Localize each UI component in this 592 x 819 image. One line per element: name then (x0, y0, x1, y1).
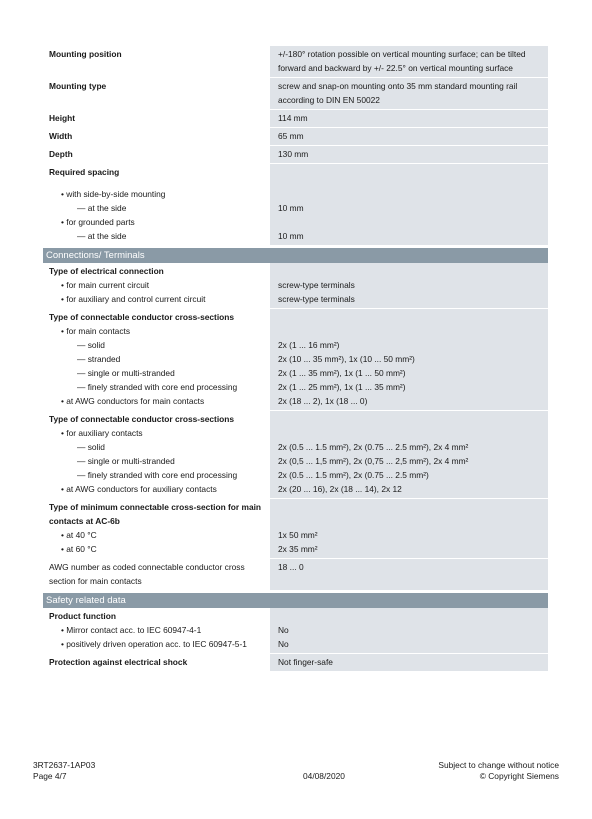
spec-label: — single or multi-stranded (77, 456, 175, 466)
spec-value: 2x (1 ... 25 mm²), 1x (1 ... 35 mm²) (278, 382, 406, 392)
spec-label: • for auxiliary contacts (61, 428, 143, 438)
copyright: © Copyright Siemens (479, 771, 559, 781)
spec-label: Type of minimum connectable cross-section for main contacts at AC-6b (49, 502, 262, 526)
section-title: Safety related data (43, 593, 548, 608)
spec-value: 2x (0,5 ... 1,5 mm²), 2x (0,75 ... 2,5 mm²), 2x 4 mm² (278, 456, 469, 466)
spec-value: Not finger-safe (278, 657, 333, 667)
spec-label: • positively driven operation acc. to IEC 60947-5-1 (61, 639, 247, 649)
spec-label: • for main current circuit (61, 280, 150, 290)
spec-label: • for auxiliary and control current circuit (61, 294, 206, 304)
spec-value: No (278, 625, 289, 635)
spec-value: 65 mm (278, 131, 304, 141)
spec-label: Type of connectable conductor cross-sections (49, 312, 235, 322)
spec-label: AWG number as coded connectable conductor cross section for main contacts (49, 562, 245, 586)
spec-label: — stranded (77, 354, 121, 364)
spec-label: Product function (49, 611, 116, 621)
spec-label: Depth (49, 149, 73, 159)
spec-value: screw-type terminals (278, 294, 355, 304)
spec-value: 2x (0.5 ... 1.5 mm²), 2x (0.75 ... 2.5 mm²) (278, 470, 429, 480)
spec-value: 114 mm (278, 113, 308, 123)
spec-label: • for grounded parts (61, 217, 135, 227)
section-title: Connections/ Terminals (43, 248, 548, 263)
spec-label: Protection against electrical shock (49, 657, 188, 667)
spec-value: 2x (10 ... 35 mm²), 1x (10 ... 50 mm²) (278, 354, 415, 364)
spec-group (43, 78, 548, 110)
spec-group (43, 128, 548, 146)
spec-group (43, 146, 548, 164)
spec-group (43, 263, 548, 309)
spec-value: 2x (0.5 ... 1.5 mm²), 2x (0.75 ... 2.5 mm²), 2x 4 mm² (278, 442, 469, 452)
page-number: Page 4/7 (33, 771, 67, 781)
spec-label: • for main contacts (61, 326, 131, 336)
spec-group (43, 164, 548, 246)
spec-value: 1x 50 mm² (278, 530, 318, 540)
spec-group (43, 499, 548, 559)
spec-label: — finely stranded with core end processing (77, 470, 238, 480)
spec-group (43, 608, 548, 654)
spec-label: Type of electrical connection (49, 266, 164, 276)
spec-group (43, 110, 548, 128)
spec-label: — at the side (77, 231, 127, 241)
spec-value: No (278, 639, 289, 649)
safety-section (43, 593, 548, 673)
spec-label: Height (49, 113, 76, 123)
spec-value: 18 ... 0 (278, 562, 304, 572)
spec-value: 2x (1 ... 35 mm²), 1x (1 ... 50 mm²) (278, 368, 406, 378)
spec-value: 10 mm (278, 231, 304, 241)
spec-label: • at AWG conductors for auxiliary contacts (61, 484, 217, 494)
mounting-section (43, 46, 548, 247)
spec-label: • at 60 °C (61, 544, 97, 554)
spec-label: Width (49, 131, 73, 141)
spec-value: +/-180° rotation possible on vertical mounting surface; can be tilted forward and backward by +/- 22.5° on vertical mounting surface (278, 49, 526, 73)
change-notice: Subject to change without notice (438, 760, 559, 770)
spec-label: — at the side (77, 203, 127, 213)
connections-section (43, 248, 548, 592)
spec-group (43, 411, 548, 499)
spec-label: Required spacing (49, 167, 120, 177)
article-number: 3RT2637-1AP03 (33, 760, 96, 770)
datasheet (43, 46, 548, 673)
spec-value: screw-type terminals (278, 280, 355, 290)
spec-value: screw and snap-on mounting onto 35 mm standard mounting rail according to DIN EN 50022 (278, 81, 518, 105)
footer-date: 04/08/2020 (303, 771, 345, 781)
spec-label: • Mirror contact acc. to IEC 60947-4-1 (61, 625, 202, 635)
spec-value: 2x 35 mm² (278, 544, 318, 554)
spec-label: • at AWG conductors for main contacts (61, 396, 205, 406)
spec-label: Mounting position (49, 49, 122, 59)
spec-group (43, 654, 548, 672)
spec-label: — solid (77, 442, 105, 452)
spec-value: 2x (20 ... 16), 2x (18 ... 14), 2x 12 (278, 484, 402, 494)
spec-label: Type of connectable conductor cross-sections (49, 414, 235, 424)
spec-label: • at 40 °C (61, 530, 97, 540)
spec-value: 10 mm (278, 203, 304, 213)
spec-value: 2x (18 ... 2), 1x (18 ... 0) (278, 396, 368, 406)
spec-label: Mounting type (49, 81, 107, 91)
spec-value: 2x (1 ... 16 mm²) (278, 340, 340, 350)
spec-group (43, 309, 548, 411)
spec-label: — solid (77, 340, 105, 350)
spec-label: — finely stranded with core end processing (77, 382, 238, 392)
spec-label: — single or multi-stranded (77, 368, 175, 378)
spec-group (43, 559, 548, 591)
spec-label: • with side-by-side mounting (61, 189, 166, 199)
spec-value: 130 mm (278, 149, 309, 159)
spec-group (43, 46, 548, 78)
